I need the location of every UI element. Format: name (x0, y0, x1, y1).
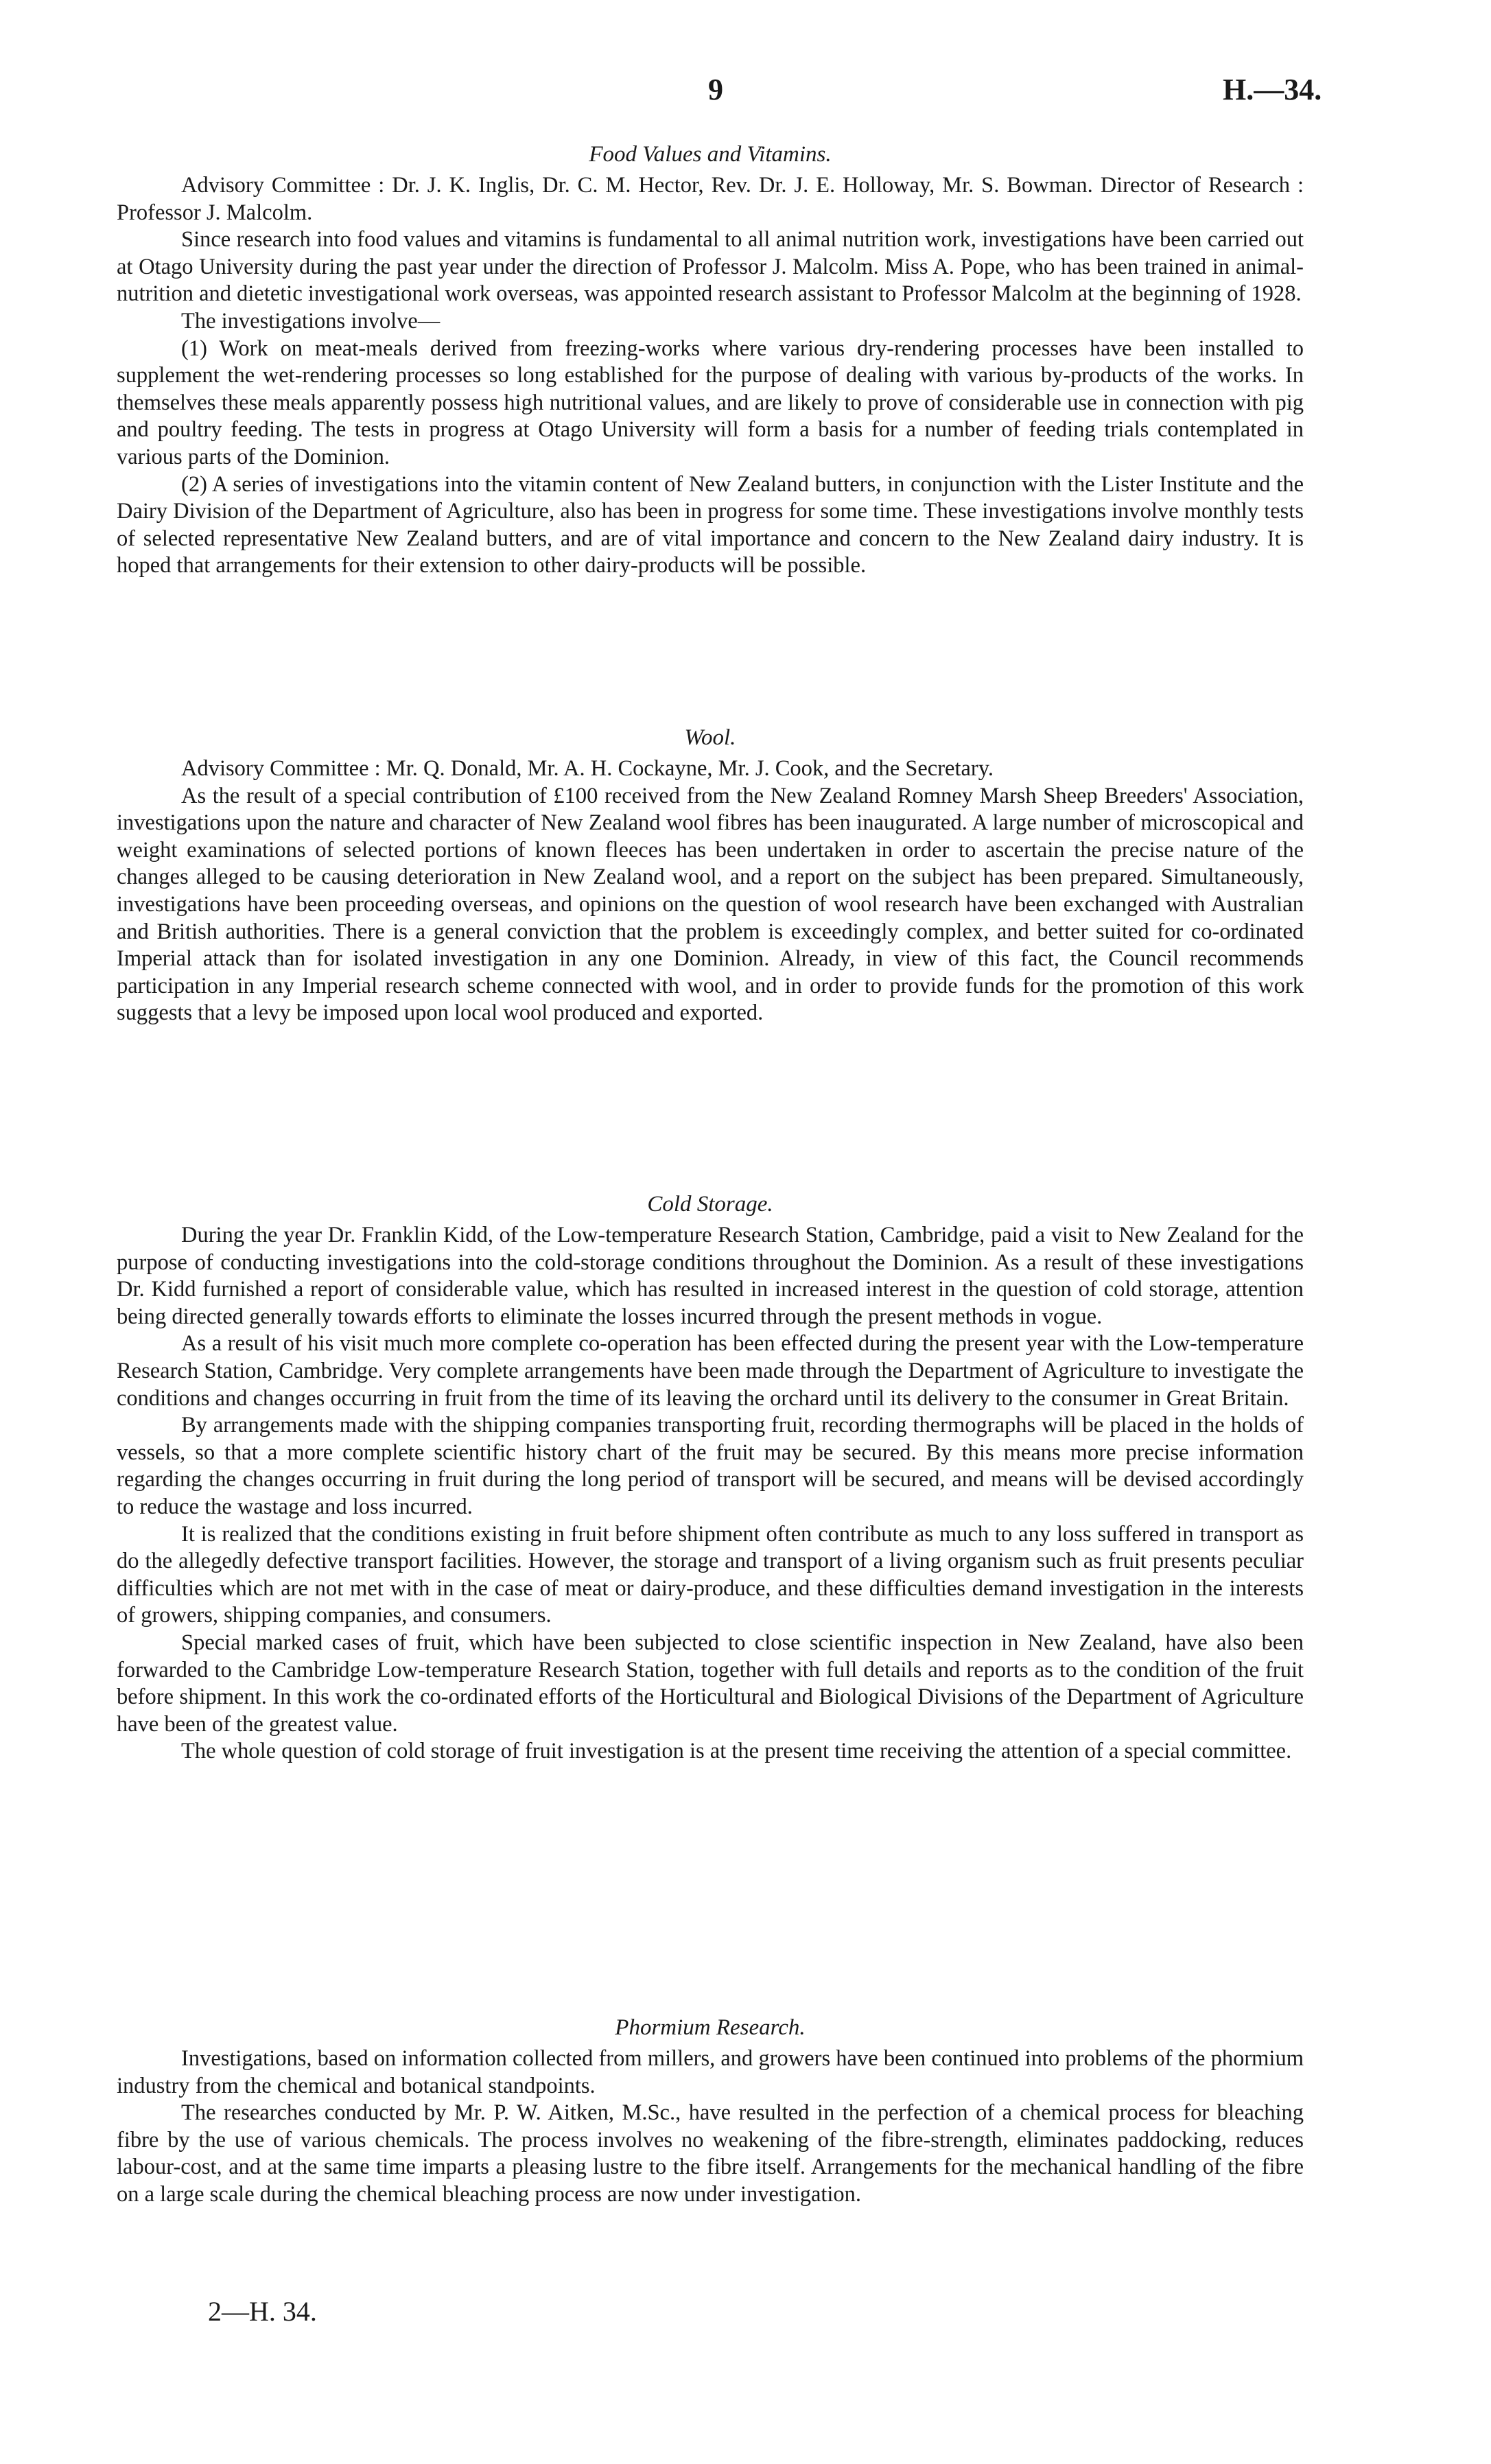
section-wool (117, 724, 1304, 1027)
paragraph: (2) A series of investigations into the vitamin content of New Zealand butters, in conjunction with the Lister Institute and the Dairy Division of the Department of Agriculture, also has been in progress for some time. These investigations involve monthly tests of selected representative New Zealand butters, and are of vital importance and concern to the New Zealand dairy industry. It is hoped that arrangements for their extension to other dairy-products will be possible. (117, 471, 1304, 578)
paragraph: Since research into food values and vitamins is fundamental to all animal nutrition work, investigations have been carried out at Otago University during the past year under the direction of Professor J. Malcolm. Miss A. Pope, who has been trained in animal-nutrition and dietetic investigational work overseas, was appointed research assistant to Professor Malcolm at the beginning of 1928. (117, 227, 1304, 307)
footer-signature: 2—H. 34. (208, 2296, 317, 2327)
page-number: 9 (708, 73, 723, 106)
paragraph: As the result of a special contribution of £100 received from the New Zealand Romney Marsh Sheep Breeders' Association, investigations upon the nature and character of New Zealand wool fibres has been inaugurated. A large number of microscopical and weight examinations of selected portions of known fleeces has been undertaken in order to ascertain the precise nature of the changes alleged to be causing deterioration in New Zealand wool, and a report on the subject has been prepared. Simultaneously, investigations have been proceeding overseas, and opinions on the question of wool research have been exchanged with Australian and British authorities. There is a general conviction that the problem is exceedingly complex, and better suited for co-ordinated Imperial attack than for isolated investigation in any one Dominion. Already, in view of this fact, the Council recommends participation in any Imperial research scheme connected with wool, and in order to provide funds for the promotion of this work suggests that a levy be imposed upon local wool produced and exported. (117, 783, 1304, 1026)
paragraph: It is realized that the conditions existing in fruit before shipment often contribute as much to any loss suffered in transport as do the allegedly defective transport facilities. However, the storage and transport of a living organism such as fruit presents peculiar difficulties which are not met with in the case of meat or dairy-produce, and these difficulties demand investigation in the interests of growers, shipping companies, and consumers. (117, 1521, 1304, 1628)
section-cold-storage (117, 1190, 1304, 1765)
section-phormium-research (117, 2014, 1304, 2209)
paragraph: During the year Dr. Franklin Kidd, of the Low-temperature Research Station, Cambridge, paid a visit to New Zealand for the purpose of conducting investigations into the cold-storage conditions throughout the Dominion. As a result of these investigations Dr. Kidd furnished a report of considerable value, which has resulted in increased interest in the question of cold storage, attention being directed generally towards efforts to eliminate the losses incurred through the present methods in vogue. (117, 1223, 1304, 1329)
paragraph: The investigations involve— (181, 308, 441, 333)
paragraph: (1) Work on meat-meals derived from freezing-works where various dry-rendering processes have been installed to supplement the wet-rendering processes so long established for the purpose of dealing with various by-products of the works. In themselves these meals apparently possess high nutritional values, and are likely to prove of considerable use in connection with pig and poultry feeding. The tests in progress at Otago University will form a basis for a number of feeding trials contemplated in various parts of the Dominion. (117, 336, 1304, 469)
section-heading: Phormium Research. (615, 2015, 806, 2040)
paragraph: As a result of his visit much more complete co-operation has been effected during the present year with the Low-temperature Research Station, Cambridge. Very complete arrangements have been made through the Department of Agriculture to investigate the conditions and changes occurring in fruit from the time of its leaving the orchard until its delivery to the consumer in Great Britain. (117, 1331, 1304, 1411)
paragraph: Special marked cases of fruit, which have been subjected to close scientific inspection in New Zealand, have also been forwarded to the Cambridge Low-temperature Research Station, together with full details and reports as to the condition of the fruit before shipment. In this work the co-ordinated efforts of the Horticultural and Biological Divisions of the Department of Agriculture have been of the greatest value. (117, 1630, 1304, 1737)
paragraph: Advisory Committee : Mr. Q. Donald, Mr. A. H. Cockayne, Mr. J. Cook, and the Secretary. (181, 756, 994, 781)
section-heading: Food Values and Vitamins. (589, 142, 832, 167)
paragraph: By arrangements made with the shipping companies transporting fruit, recording thermographs will be placed in the holds of vessels, so that a more complete scientific history chart of the fruit may be secured. By this means more precise information regarding the changes occurring in fruit during the long period of transport will be secured, and means will be devised accordingly to reduce the wastage and loss incurred. (117, 1413, 1304, 1519)
section-food-values (117, 141, 1304, 580)
document-code: H.—34. (1223, 73, 1322, 106)
paragraph: The whole question of cold storage of fruit investigation is at the present time receiving the attention of a special committee. (181, 1739, 1292, 1764)
section-heading: Cold Storage. (647, 1192, 773, 1217)
section-heading: Wool. (684, 725, 736, 750)
paragraph: Advisory Committee : Dr. J. K. Inglis, Dr. C. M. Hector, Rev. Dr. J. E. Holloway, Mr. S. Bowman. Director of Research : Professor J. Malcolm. (117, 173, 1304, 225)
paragraph: The researches conducted by Mr. P. W. Aitken, M.Sc., have resulted in the perfection of a chemical process for bleaching fibre by the use of various chemicals. The process involves no weakening of the fibre-strength, eliminates paddocking, reduces labour-cost, and at the same time imparts a pleasing lustre to the fibre itself. Arrangements for the mechanical handling of the fibre on a large scale during the chemical bleaching process are now under investigation. (117, 2100, 1304, 2207)
paragraph: Investigations, based on information collected from millers, and growers have been continued into problems of the phormium industry from the chemical and botanical standpoints. (117, 2046, 1304, 2098)
